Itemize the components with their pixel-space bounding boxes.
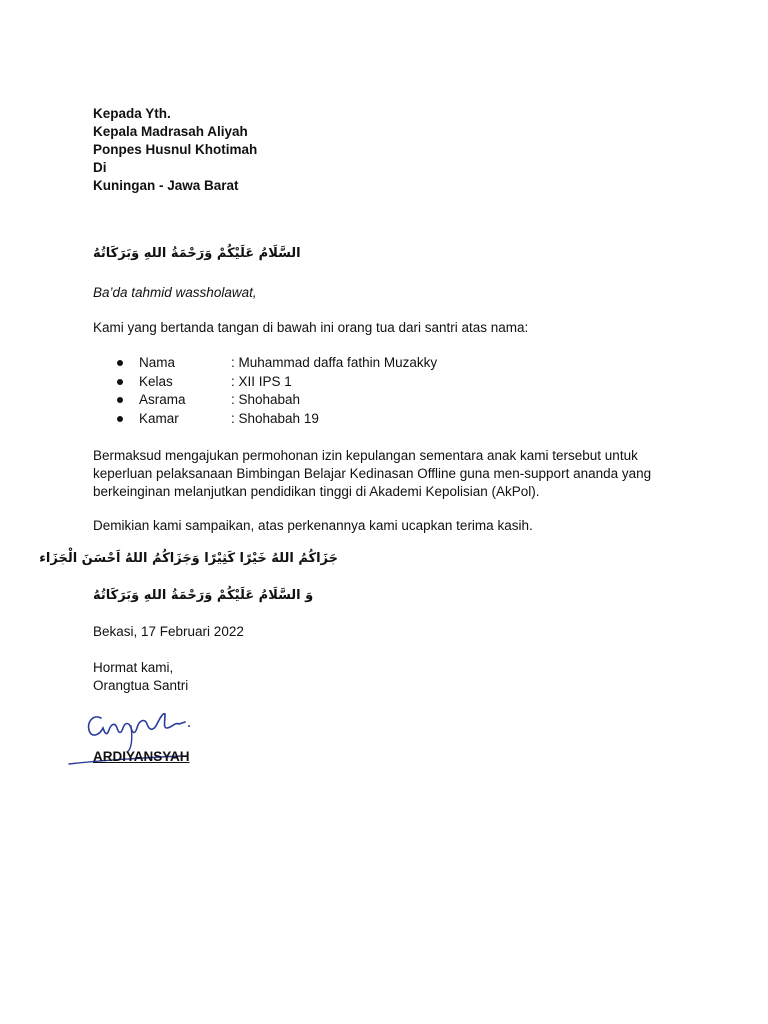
address-line: Di — [93, 160, 107, 175]
closing-line: Demikian kami sampaikan, atas perkenannya kami ucapkan terima kasih. — [93, 518, 533, 533]
field-label: Asrama — [139, 392, 186, 407]
intro-line: Kami yang bertanda tangan di bawah ini orang tua dari santri atas nama: — [93, 320, 529, 335]
body-paragraph: Bermaksud mengajukan permohonan izin kepulangan sementara anak kami tersebut untuk keperluan pelaksanaan Bimbingan Belajar Kedinasan Offline guna men-support ananda yang berkeinginan melanjutkan pendidikan tinggi di Akademi Kepolisian (AkPol). — [93, 448, 652, 499]
address-line: Kepada Yth. — [93, 106, 171, 121]
place-date: Bekasi, 17 Februari 2022 — [93, 624, 244, 639]
sender-role: Orangtua Santri — [93, 678, 189, 693]
recipient-address — [93, 105, 257, 195]
list-item — [93, 373, 437, 392]
field-value: : Shohabah — [231, 392, 301, 407]
signatory-name: ARDIYANSYAH — [93, 749, 190, 764]
list-item — [93, 410, 437, 429]
field-value: : Muhammad daffa fathin Muzakky — [231, 355, 438, 370]
field-label: Kelas — [139, 373, 173, 389]
arabic-salam: وَ السَّلَامُ عَلَيْكُمْ وَرَحْمَةُ اللهِ وَبَرَكَاتُهُ — [93, 588, 314, 603]
address-line: Kepala Madrasah Aliyah — [93, 124, 248, 139]
field-value: : XII IPS 1 — [231, 373, 292, 389]
address-line: Kuningan - Jawa Barat — [93, 178, 239, 193]
student-info-list — [93, 354, 437, 428]
list-item — [93, 391, 437, 410]
list-item — [93, 354, 437, 373]
field-label: Nama — [139, 355, 176, 370]
opening-line: Ba’da tahmid wassholawat, — [93, 285, 257, 300]
arabic-greeting: السَّلَامُ عَلَيْكُمْ وَرَحْمَةُ اللهِ وَبَرَكَاتُهُ — [93, 246, 301, 261]
regards-line: Hormat kami, — [93, 660, 174, 675]
address-line: Ponpes Husnul Khotimah — [93, 142, 258, 157]
field-label: Kamar — [139, 410, 179, 426]
field-value: : Shohabah 19 — [231, 410, 319, 426]
arabic-thanks: جَزَاكُمُ اللهُ خَيْرًا كَثِيْرًا وَجَزَاكُمُ اللهُ اَحْسَنَ الْجَزَاء — [39, 551, 338, 566]
